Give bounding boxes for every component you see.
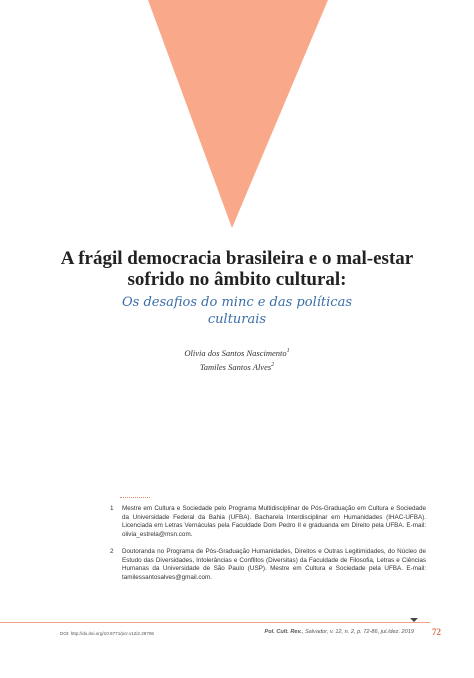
article-title <box>40 248 434 290</box>
footnote-number: 1 <box>110 505 114 512</box>
title-line-1: A frágil democracia brasileira e o mal-estar <box>60 248 414 269</box>
footnote-mark: 2 <box>271 362 275 369</box>
decorative-triangle <box>0 0 474 240</box>
subtitle-line-1: Os desafios do minc e das políticas <box>121 295 352 310</box>
title-line-2: sofrido no âmbito cultural: <box>127 269 347 290</box>
journal-name: Pol. Cult. Rev. <box>264 629 302 635</box>
footnote-text: Doutoranda no Programa de Pós-Graduação Humanidades, Direitos e Outras Legitimidades, do Núcleo de Estudo das Diversidades, Intolerâncias e Conflitos (Diversitas) da Faculdade de Filosofia, Letras e Ciências Humanas da Universidade de São Paulo (USP). Mestre em Cultura e Sociedade pela UFBA. E-mail: tamilessantosalves@gmail.com. <box>122 548 426 581</box>
author-name: Tamiles Santos Alves <box>199 362 272 372</box>
author-2 <box>40 362 434 372</box>
citation-details: , Salvador, v. 12, n. 2, p. 72-86, jul./dez. 2019 <box>301 629 414 635</box>
footer-rule <box>0 622 430 623</box>
journal-citation <box>265 629 414 635</box>
footnote-separator <box>120 497 150 498</box>
article-subtitle <box>40 294 434 328</box>
doi-text: DOI: http://dx.doi.org/10.9771/pcr.v12i2.28706 <box>60 631 154 636</box>
footnote-1 <box>110 505 426 539</box>
page-number: 72 <box>432 627 441 637</box>
footnote-text: Mestre em Cultura e Sociedade pelo Programa Multidisciplinar de Pós-Graduação em Cultura e Sociedade da Universidade Federal da Bahia (UFBA). Bacharela Interdisciplinar em Humanidades (IHAC-UFBA). Licenciada em Letras Vernáculas pela Faculdade Dom Pedro II e graduanda em Direito pela UFBA. E-mail: olivia_estrela@msn.com. <box>122 505 426 538</box>
footnote-2 <box>110 548 426 582</box>
footnote-mark: 1 <box>286 348 290 355</box>
author-1 <box>40 348 434 358</box>
author-name: Olivia dos Santos Nascimento <box>184 348 287 358</box>
footnote-number: 2 <box>110 548 114 555</box>
subtitle-line-2: culturais <box>207 312 267 327</box>
footer-triangle-icon <box>410 618 418 622</box>
